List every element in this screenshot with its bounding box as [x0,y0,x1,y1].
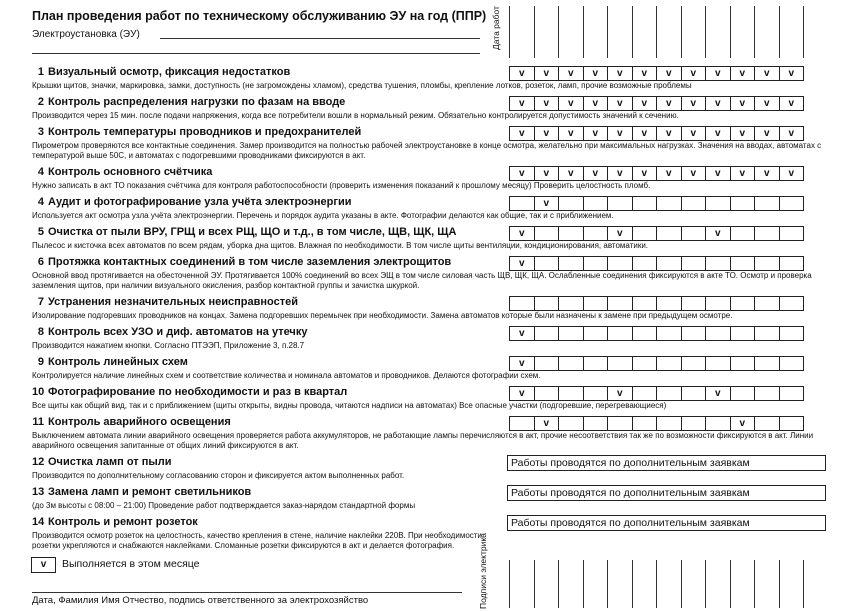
month-marks [509,356,804,371]
month-cell: v [558,166,583,181]
item-description: Все щиты как общий вид, так и с приближением (щиты открыты, видны провода, читаются надписи на автоматах) Все опасные участки (подгоревшие, перегревающиеся) [32,401,667,410]
month-cell [779,416,805,431]
month-marks [509,296,804,311]
month-cell [730,386,755,401]
month-marks [509,166,804,181]
month-cell [583,386,608,401]
month-cell [730,356,755,371]
item-description: Производится нажатием кнопки. Согласно ПТЭЭП, Приложение 3, п.28.7 [32,341,305,350]
month-cell [558,196,583,211]
item-title-text: Контроль и ремонт розеток [48,516,198,528]
month-cell [779,356,805,371]
additional-request-note: Работы проводятся по дополнительным заявкам [507,485,826,501]
legend-text: Выполняется в этом месяце [62,558,200,570]
month-cell: v [656,96,681,111]
month-cell: v [705,166,730,181]
month-cell [681,416,706,431]
item-description: Основной ввод протягивается на обесточенной ЭУ. Протягивается 100% соединений во всех ЭЩ в том числе силовая часть ЩВ, ЩК, ЩА. Ослабленные соединения фиксируются в акте ТО. Осмотр и проверка заземления щитов, при наличии визуального окисления, разбор контактной группы и зачистка шкуркой. [32,271,812,290]
item-title [32,166,212,178]
date-column-line [534,6,535,58]
month-cell: v [607,226,632,241]
month-cell [583,416,608,431]
month-cell: v [656,126,681,141]
month-cell: v [681,96,706,111]
item-title-text: Очистка ламп от пыли [48,456,172,468]
month-cell [534,256,559,271]
month-cell: v [681,166,706,181]
date-column-line [558,6,559,58]
date-column-line [705,6,706,58]
month-cell: v [509,126,534,141]
month-cell: v [534,416,559,431]
month-cell: v [705,226,730,241]
month-cell: v [607,166,632,181]
month-cell: v [632,126,657,141]
item-title [32,486,251,498]
item-number: 11 [32,416,44,428]
signature-column-line [754,560,755,608]
month-cell [607,256,632,271]
month-cell [681,256,706,271]
month-cell [754,296,779,311]
month-cell [730,226,755,241]
month-cell: v [705,66,730,81]
item-number: 9 [37,356,44,368]
item-number: 8 [37,326,44,338]
item-title-text: Контроль распределения нагрузки по фазам на вводе [48,96,346,108]
signature-column-line [632,560,633,608]
month-cell [534,356,559,371]
month-cell [754,356,779,371]
month-cell: v [583,126,608,141]
date-column-line [583,6,584,58]
legend-box: v [31,557,56,573]
item-title [32,516,198,528]
item-title [32,456,172,468]
month-cell: v [754,166,779,181]
month-marks [509,66,804,81]
item-title-text: Контроль основного счётчика [48,166,213,178]
item-number: 4 [37,196,44,208]
signature-column-line [558,560,559,608]
month-cell: v [534,66,559,81]
item-number: 4 [37,166,44,178]
item-number: 6 [37,256,44,268]
item-number: 1 [37,66,44,78]
month-cell: v [730,166,755,181]
month-cell [705,356,730,371]
month-cell [632,226,657,241]
item-title-text: Фотографирование по необходимости и раз в квартал [48,386,348,398]
item-title-text: Очистка от пыли ВРУ, ГРЩ и всех РЩ, ЩО и т.д., в том числе, ЩВ, ЩК, ЩА [48,226,457,238]
item-description: (до 3м высоты с 08:00 – 21:00) Проведение работ подтверждается заказ-нарядом стандартной формы [32,501,416,510]
month-cell [705,296,730,311]
month-cell: v [632,96,657,111]
month-cell: v [681,66,706,81]
month-cell [681,296,706,311]
month-cell [779,226,805,241]
month-cell: v [509,66,534,81]
item-title-text: Аудит и фотографирование узла учёта электроэнергии [48,196,352,208]
month-cell [754,326,779,341]
month-cell: v [534,96,559,111]
month-cell: v [558,96,583,111]
installation-line-2 [32,53,480,54]
month-cell [607,326,632,341]
month-cell: v [705,96,730,111]
month-cell [730,326,755,341]
item-title [32,326,307,338]
month-cell [779,196,805,211]
item-title-text: Протяжка контактных соединений в том числе заземления электрощитов [48,256,452,268]
plan-title: План проведения работ по техническому обслуживанию ЭУ на год (ППР) [32,9,487,23]
month-cell: v [607,96,632,111]
signature-column-line [509,560,510,608]
signature-column-line [803,560,804,608]
month-cell [534,226,559,241]
month-cell: v [558,66,583,81]
month-cell [656,386,681,401]
month-cell [583,226,608,241]
month-cell [656,226,681,241]
item-title [32,256,451,268]
month-cell [632,356,657,371]
month-cell: v [534,126,559,141]
month-cell: v [779,96,805,111]
month-cell: v [509,96,534,111]
month-cell: v [730,96,755,111]
month-cell [754,386,779,401]
month-cell: v [754,126,779,141]
month-cell [632,296,657,311]
month-cell: v [730,126,755,141]
month-marks [509,386,804,401]
month-cell: v [583,96,608,111]
item-title [32,126,361,138]
month-cell [558,226,583,241]
item-title [32,416,231,428]
signature-column-line [583,560,584,608]
month-cell [656,196,681,211]
additional-request-note: Работы проводятся по дополнительным заявкам [507,515,826,531]
month-cell: v [705,386,730,401]
month-cell [656,356,681,371]
month-cell [754,256,779,271]
item-title-text: Контроль аварийного освещения [48,416,231,428]
item-number: 10 [32,386,45,398]
date-column-line [730,6,731,58]
month-cell [754,226,779,241]
month-cell [779,256,805,271]
signature-column-line [705,560,706,608]
month-marks [509,416,804,431]
item-number: 3 [37,126,44,138]
month-cell: v [754,66,779,81]
date-column-line [681,6,682,58]
month-cell: v [509,356,534,371]
month-cell: v [656,166,681,181]
month-marks [509,256,804,271]
month-cell: v [754,96,779,111]
month-marks [509,96,804,111]
month-cell [632,386,657,401]
date-column-line [632,6,633,58]
signature-column-line [730,560,731,608]
installation-label: Электроустановка (ЭУ) [32,29,140,40]
item-description: Производится по дополнительному согласованию сторон и фиксируется актом выполненных работ. [32,471,405,480]
month-cell [681,226,706,241]
month-cell [779,296,805,311]
month-cell: v [779,166,805,181]
item-description: Изолирование подгоревших проводников на концах. Замена подгоревших перемычек при необходимости. Замена автоматов которые были назначены к замене при предыдущем осмотре. [32,311,733,320]
month-cell: v [607,66,632,81]
month-cell: v [607,126,632,141]
month-cell [730,256,755,271]
item-title [32,386,347,398]
month-cell [558,356,583,371]
item-title-text: Контроль всех УЗО и диф. автоматов на утечку [48,326,308,338]
date-column-line [509,6,510,58]
signature-column-line [607,560,608,608]
signature-column-line [534,560,535,608]
item-title [32,196,352,208]
month-cell [558,386,583,401]
month-cell: v [509,226,534,241]
signature-column-line [681,560,682,608]
month-cell [583,356,608,371]
month-cell [705,326,730,341]
month-cell: v [681,126,706,141]
date-column-line [754,6,755,58]
month-cell [632,326,657,341]
month-cell [558,326,583,341]
month-cell [681,356,706,371]
item-description: Выключением автомата линии аварийного освещения проверяется работа аккумуляторов, не работающие лампы перечисляются в акт, прочие несоответствия так же по возможности фиксируются в акт. Линии аварийного освещения запитанные от общих линий фиксируются в акт. [32,431,814,450]
month-cell [607,356,632,371]
month-cell [534,326,559,341]
item-number: 13 [32,486,45,498]
item-description: Нужно записать в акт ТО показания счётчика для контроля работоспособности (проверить изменения показаний к прошлому месяцу) Проверить целостность пломб. [32,181,651,190]
signature-column-line [779,560,780,608]
month-cell [534,296,559,311]
month-cell: v [558,126,583,141]
item-title [32,96,345,108]
month-cell [681,196,706,211]
item-description: Используется акт осмотра узла учёта электроэнергии. Перечень и порядок аудита указаны в акте. Фотографии делаются как общие, так и с приближением. [32,211,614,220]
month-cell [632,416,657,431]
month-cell [754,196,779,211]
month-cell [607,416,632,431]
item-title-text: Контроль температуры проводников и предохранителей [48,126,362,138]
month-cell [681,326,706,341]
item-number: 14 [32,516,45,528]
date-column-line [656,6,657,58]
month-cell: v [779,126,805,141]
month-cell: v [705,126,730,141]
month-cell [509,416,534,431]
signature-label: Подписи электрика [478,533,488,609]
month-cell [681,386,706,401]
month-cell: v [509,386,534,401]
month-cell: v [534,166,559,181]
month-cell [730,296,755,311]
month-cell: v [509,326,534,341]
month-cell [509,196,534,211]
date-column-line [779,6,780,58]
month-marks [509,126,804,141]
month-cell: v [509,256,534,271]
date-label: Дата работ [491,6,501,50]
month-cell [558,296,583,311]
date-column-line [607,6,608,58]
item-title-text: Замена ламп и ремонт светильников [48,486,252,498]
month-cell: v [632,166,657,181]
month-cell [583,196,608,211]
item-description: Производится через 15 мин. после подачи напряжения, когда все потребители вошли в нормальный режим. Обязательно контролируется допустимость значений к сечению. [32,111,679,120]
item-description: Пылесос и кисточка всех автоматов по всем рядам, уборка дна щитов. Влажная по необходимости. В том числе щиты вентиляции, кондиционирования, автоматики. [32,241,649,250]
signature-column-line [656,560,657,608]
month-cell: v [656,66,681,81]
month-cell: v [779,66,805,81]
item-description: Производится осмотр розеток на целостность, качество крепления в стене, наличие наклейки 220В. При необходимости, розетки укрепляются и снабжаются наклейками. Сломанные розетки фиксируются в акт и делается фотография. [32,531,485,550]
footer-label: Дата, Фамилия Имя Отчество, подпись ответственного за электрохозяйство [32,595,369,606]
month-cell [779,386,805,401]
month-cell [754,416,779,431]
item-title [32,296,298,308]
month-cell: v [583,66,608,81]
item-number: 7 [37,296,44,308]
month-cell: v [730,416,755,431]
item-title-text: Устранения незначительных неисправностей [48,296,298,308]
item-number: 2 [37,96,44,108]
month-cell [705,256,730,271]
installation-line-1 [160,38,480,39]
month-cell [583,256,608,271]
month-cell [583,326,608,341]
month-marks [509,326,804,341]
item-title-text: Контроль линейных схем [48,356,188,368]
item-title [32,356,188,368]
item-title-text: Визуальный осмотр, фиксация недостатков [48,66,291,78]
month-cell: v [607,386,632,401]
item-title [32,66,290,78]
month-marks [509,226,804,241]
month-cell [730,196,755,211]
date-column-line [803,6,804,58]
month-cell: v [534,196,559,211]
month-cell: v [730,66,755,81]
month-cell [607,296,632,311]
month-cell [583,296,608,311]
month-cell [558,256,583,271]
item-number: 5 [37,226,44,238]
additional-request-note: Работы проводятся по дополнительным заявкам [507,455,826,471]
item-description: Пирометром проверяются все контактные соединения. Замер производится на полностью рабочей электроустановке в конце осмотра, желательно при максимальных нагрузках. Значения на вводах, автоматах с температурой выше 50С, и автоматах с подогревшими проводниками фиксируются в акт. [32,141,822,160]
item-description: Крышки щитов, значки, маркировка, замки, доступность (не загромождены хламом), средства тушения, пломбы, крепление лотков, розеток, ламп, прочие возможные проблемы [32,81,692,90]
signature-line [32,592,462,593]
month-cell [779,326,805,341]
month-cell [607,196,632,211]
month-cell [534,386,559,401]
month-cell [705,196,730,211]
month-cell [509,296,534,311]
month-cell [705,416,730,431]
item-description: Контролируется наличие линейных схем и соответствие количества и номинала автоматов и проводников. Делаются фотографии схем. [32,371,541,380]
month-marks [509,196,804,211]
month-cell: v [583,166,608,181]
month-cell [656,416,681,431]
month-cell [656,296,681,311]
item-number: 12 [32,456,45,468]
month-cell [632,256,657,271]
month-cell: v [509,166,534,181]
month-cell [656,256,681,271]
month-cell [656,326,681,341]
month-cell [632,196,657,211]
month-cell [558,416,583,431]
item-title [32,226,456,238]
month-cell: v [632,66,657,81]
